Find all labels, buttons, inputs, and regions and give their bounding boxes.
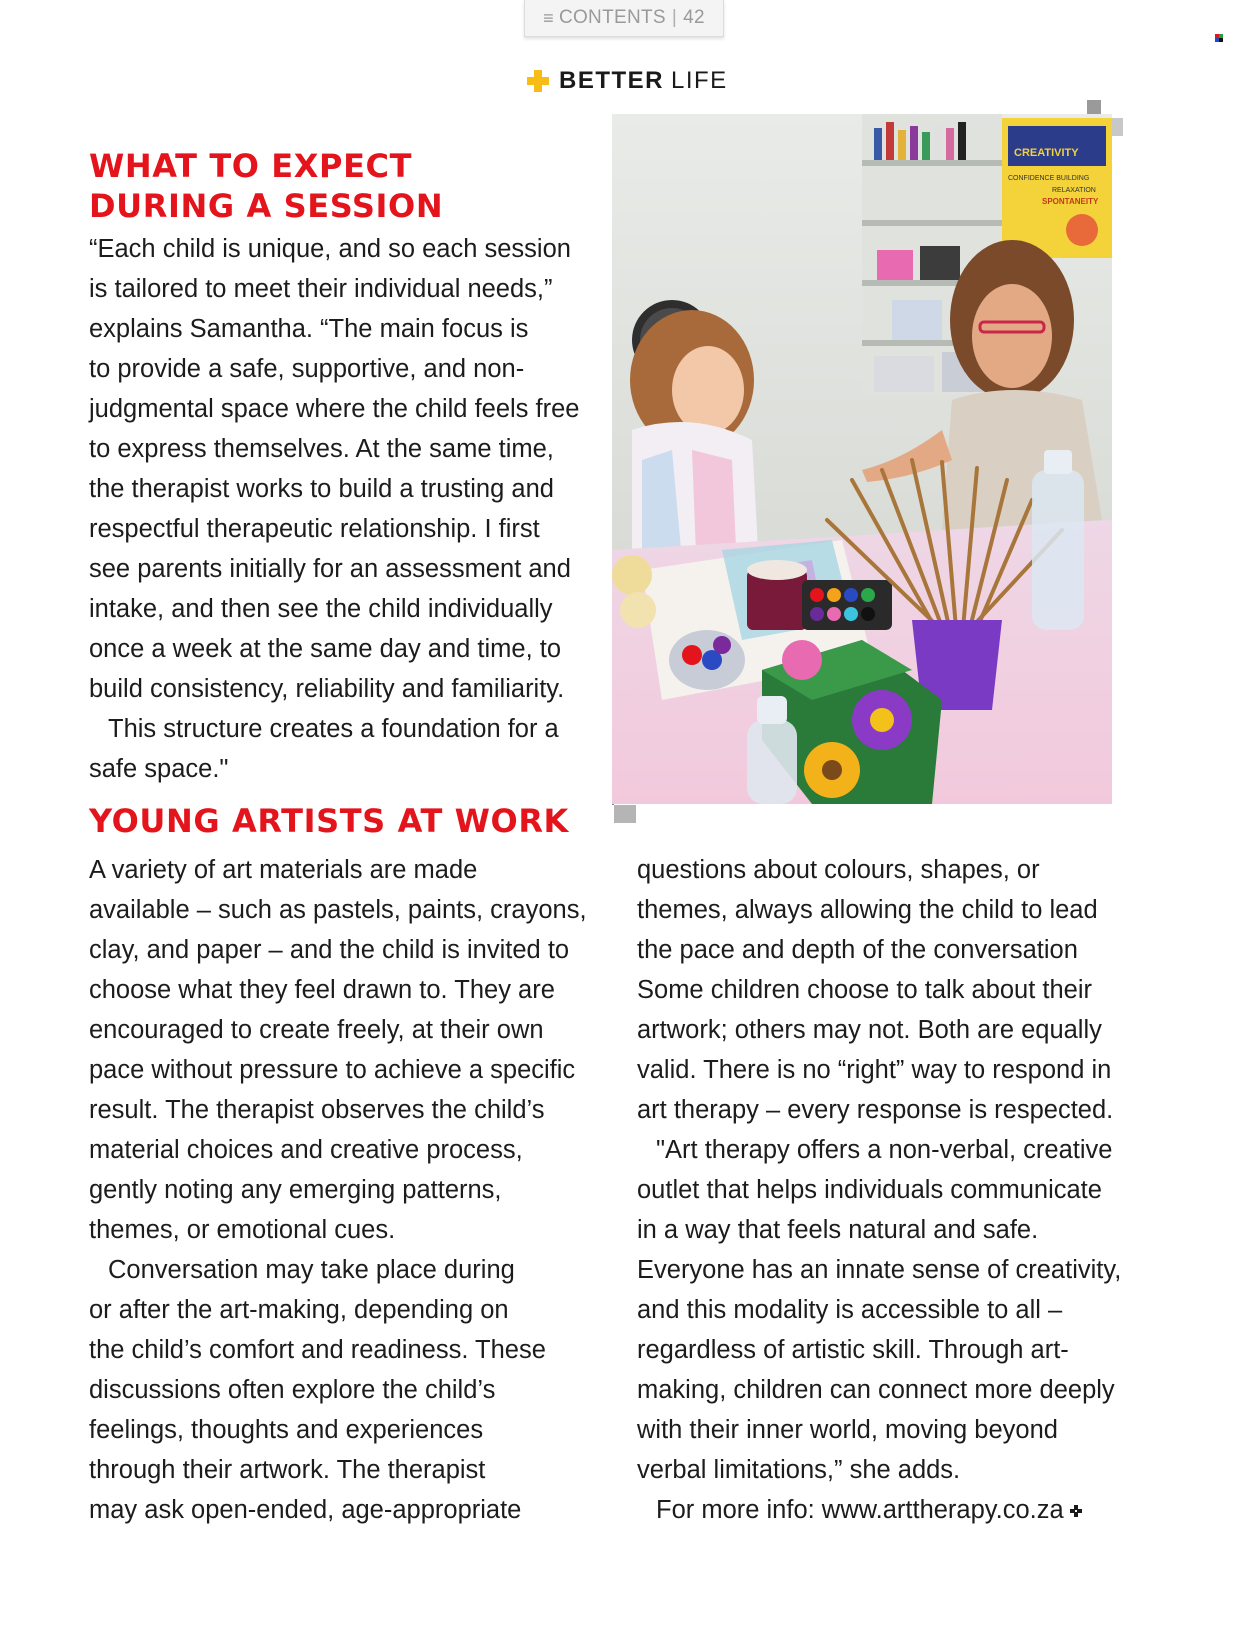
contents-label: CONTENTS	[558, 7, 666, 28]
paragraph: "Art therapy offers a non-verbal, creative outlet that helps individuals communicate in a way that feels natural and safe. Everyone has an innate sense of creativity, and this modality is accessible to all – regardless of artistic skill. Through art- making, children can connect more deeply with their inner world, moving beyond verbal limitations,” she adds.	[637, 1136, 1122, 1484]
paragraph: “Each child is unique, and so each session is tailored to meet their individual needs,” explains Samantha. “The main focus is to provide a safe, supportive, and non- judgmental space where the child feels free to express themselves. At the same time, the therapist works to build a trusting and respectful therapeutic relationship. I first see parents initially for an assessment and intake, and then see the child individually once a week at the same day and time, to build consistency, reliability and familiarity.	[89, 235, 580, 703]
paragraph: Conversation may take place during or after the art-making, depending on the child’s comfort and readiness. These discussions often explore the child’s feelings, thoughts and experiences through their artwork. The therapist may ask open-ended, age-appropriate	[89, 1256, 546, 1524]
end-of-article-icon	[1070, 1505, 1082, 1517]
plus-icon	[527, 70, 549, 92]
session-body	[89, 229, 609, 789]
hamburger-icon: ≡	[543, 7, 554, 28]
contents-tab[interactable]	[524, 0, 724, 37]
more-info	[637, 1490, 1177, 1530]
heading-line: WHAT TO EXPECT	[89, 147, 413, 185]
section-name-regular: LIFE	[671, 67, 728, 94]
more-info-link[interactable]: For more info: www.arttherapy.co.za	[656, 1496, 1064, 1524]
corner-marker-icon	[1215, 34, 1223, 42]
poster-line: CONFIDENCE BUILDING	[1008, 175, 1090, 182]
heading-line: DURING A SESSION	[89, 187, 444, 225]
poster-heading: CREATIVITY	[1014, 147, 1079, 159]
paragraph: questions about colours, shapes, or themes, always allowing the child to lead the pace and depth of the conversation Some children choose to talk about their artwork; others may not. Both are equally valid. There is no “right” way to respond in art therapy – every response is respected.	[637, 856, 1114, 1124]
young-artists-left-column	[89, 850, 609, 1530]
article-photo	[612, 100, 1172, 845]
divider: |	[671, 7, 678, 28]
paragraph: This structure creates a foundation for a safe space."	[89, 715, 559, 783]
section-label	[527, 66, 728, 96]
section-name-bold: BETTER	[559, 67, 664, 94]
paragraph: A variety of art materials are made available – such as pastels, paints, crayons, clay, and paper – and the child is invited to choose what they feel drawn to. They are encouraged to create freely, at their own pace without pressure to achieve a specific result. The therapist observes the child’s material choices and creative process, gently noting any emerging patterns, themes, or emotional cues.	[89, 856, 587, 1244]
young-artists-right-column	[637, 850, 1177, 1530]
poster-line: RELAXATION	[1052, 187, 1096, 194]
page-number: 42	[683, 7, 705, 28]
section-heading-young-artists: YOUNG ARTISTS AT WORK	[89, 802, 569, 840]
poster-line: SPONTANEITY	[1042, 197, 1099, 206]
section-heading-session	[89, 146, 443, 226]
photo-illustration	[612, 100, 1172, 845]
